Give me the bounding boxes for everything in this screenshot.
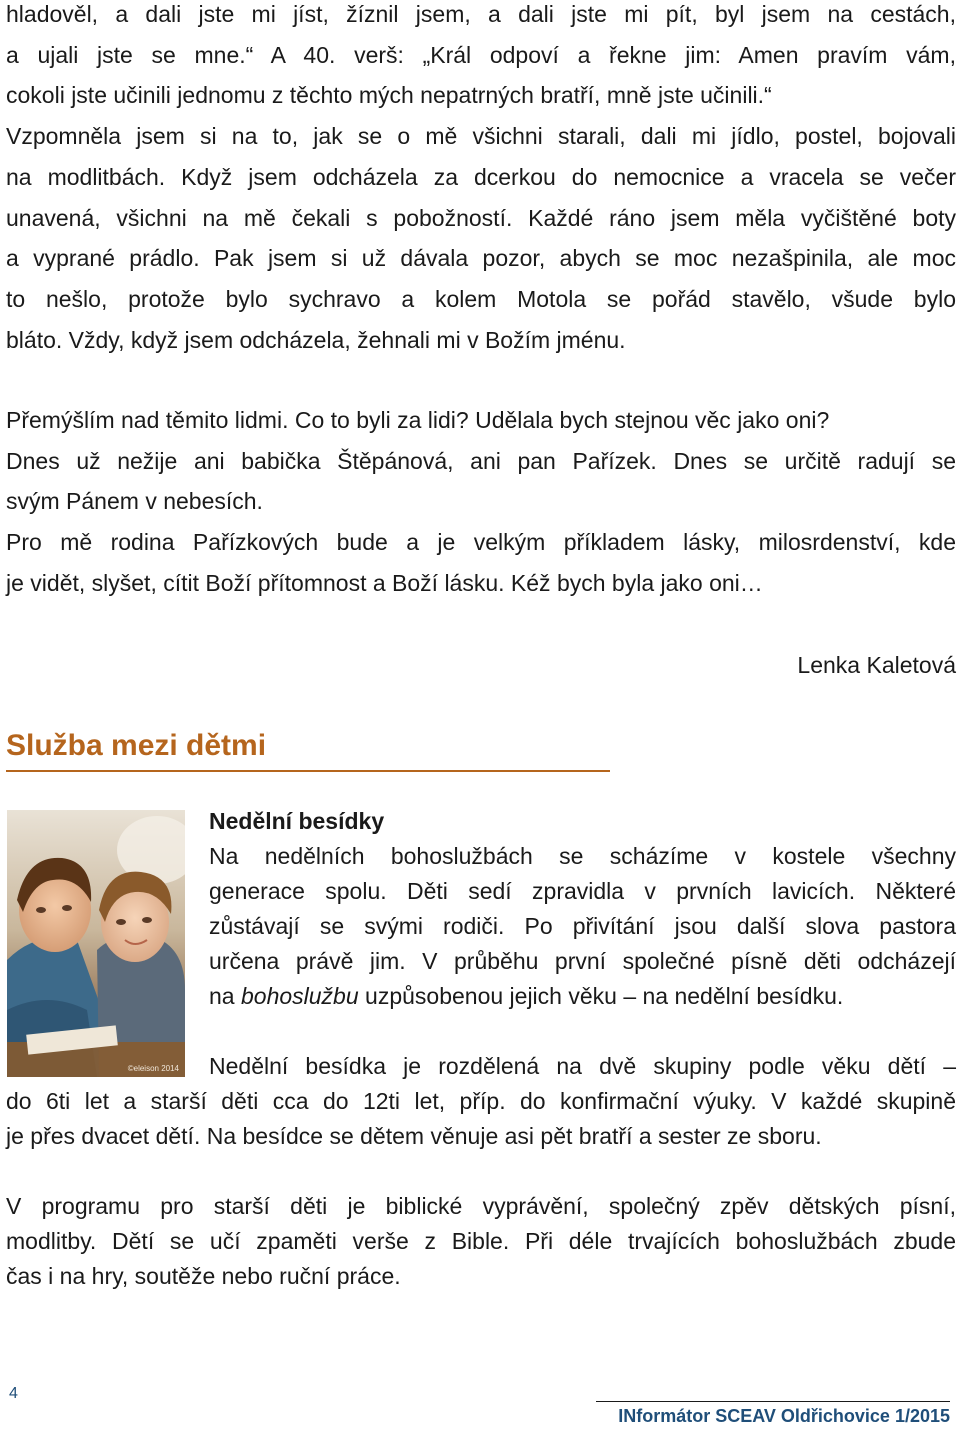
text-line: svým Pánem v nebesích. [6,488,263,515]
text-line: to nešlo, protože bylo sychravo a kolem Motola se pořád stavělo, všude bylo [6,285,956,312]
text-line: a ujali jste se mne.“ A 40. verš: „Král odpoví a řekne jim: Amen pravím vám, [6,41,956,68]
text-fragment: Nedělní besídka je rozdělená na dvě skupiny podle věku dětí – [209,1053,956,1079]
reflection-paragraph [6,400,956,604]
opening-paragraph [6,0,956,360]
photo-credit: ©eleison 2014 [127,1064,179,1073]
text-line [6,1049,956,1084]
text-line: čas i na hry, soutěže nebo ruční práce. [6,1263,401,1289]
text-fragment: uzpůsobenou jejich věku – na nedělní besídku. [358,983,844,1009]
groups-paragraph [6,1049,956,1154]
text-line: Pro mě rodina Pařízkových bude a je velkým příkladem lásky, milosrdenství, kde [6,529,956,556]
text-line: zůstávají se svými rodiči. Po přivítání jsou další slova pastora [209,913,956,939]
text-line: Vzpomněla jsem si na to, jak se o mě všichni starali, dali mi jídlo, postel, bojovali [6,123,956,150]
text-line [209,979,956,1014]
text-fragment: na [209,983,241,1009]
text-line: je vidět, slyšet, cítit Boží přítomnost a Boží lásku. Kéž bych byla jako oni… [6,569,763,596]
text-line: a vyprané prádlo. Pak jsem si už dávala pozor, abych se moc nezašpinila, ale moc [6,245,956,272]
text-line: na modlitbách. Když jsem odcházela za dcerkou do nemocnice a vracela se večer [6,163,956,190]
text-line: Přemýšlím nad těmito lidmi. Co to byli za lidi? Udělala bych stejnou věc jako oni? [6,407,830,433]
text-line: unavená, všichni na mě čekali s pobožností. Každé ráno jsem měla vyčištěné boty [6,204,956,231]
side-paragraph [209,839,956,1014]
text-line: modlitby. Dětí se učí zpaměti verše z Bible. Při déle trvajících bohoslužbách zbude [6,1228,956,1254]
text-line: Na nedělních bohoslužbách se scházíme v kostele všechny [209,843,956,869]
subsection-title: Nedělní besídky [209,808,385,834]
section-title: Služba mezi dětmi [6,729,267,762]
text-line: je přes dvacet dětí. Na besídce se dětem věnuje asi pět bratří a sester ze sboru. [6,1123,822,1149]
text-line: generace spolu. Děti sedí zpravidla v prvních lavicích. Některé [209,878,956,904]
text-line: cokoli jste učinili jednomu z těchto mých nepatrných bratří, mně jste učinili.“ [6,82,772,109]
text-line: V programu pro starší děti je biblické vyprávění, společný zpěv dětských písní, [6,1193,956,1219]
text-line: Dnes už nežije ani babička Štěpánová, ani pan Pařízek. Dnes se určitě radují se [6,447,956,474]
program-paragraph [6,1189,956,1294]
text-line: bláto. Vždy, když jsem odcházela, žehnali mi v Božím jménu. [6,326,626,353]
author-signature: Lenka Kaletová [797,652,956,678]
publication-footer: INformátor SCEAV Oldřichovice 1/2015 [618,1406,950,1426]
text-line: do 6ti let a starší děti cca do 12ti let, příp. do konfirmační výuky. V každé skupině [6,1088,956,1114]
page-number: 4 [9,1385,18,1402]
text-line: hladověl, a dali jste mi jíst, žíznil jsem, a dali jste mi pít, byl jsem na cestách, [6,1,956,27]
children-photo [7,810,185,1077]
footer-divider [596,1401,950,1402]
text-line: určena právě jim. V průběhu první společné písně děti odcházejí [209,948,956,974]
italic-text: bohoslužbu [240,983,359,1009]
section-divider [6,770,610,772]
